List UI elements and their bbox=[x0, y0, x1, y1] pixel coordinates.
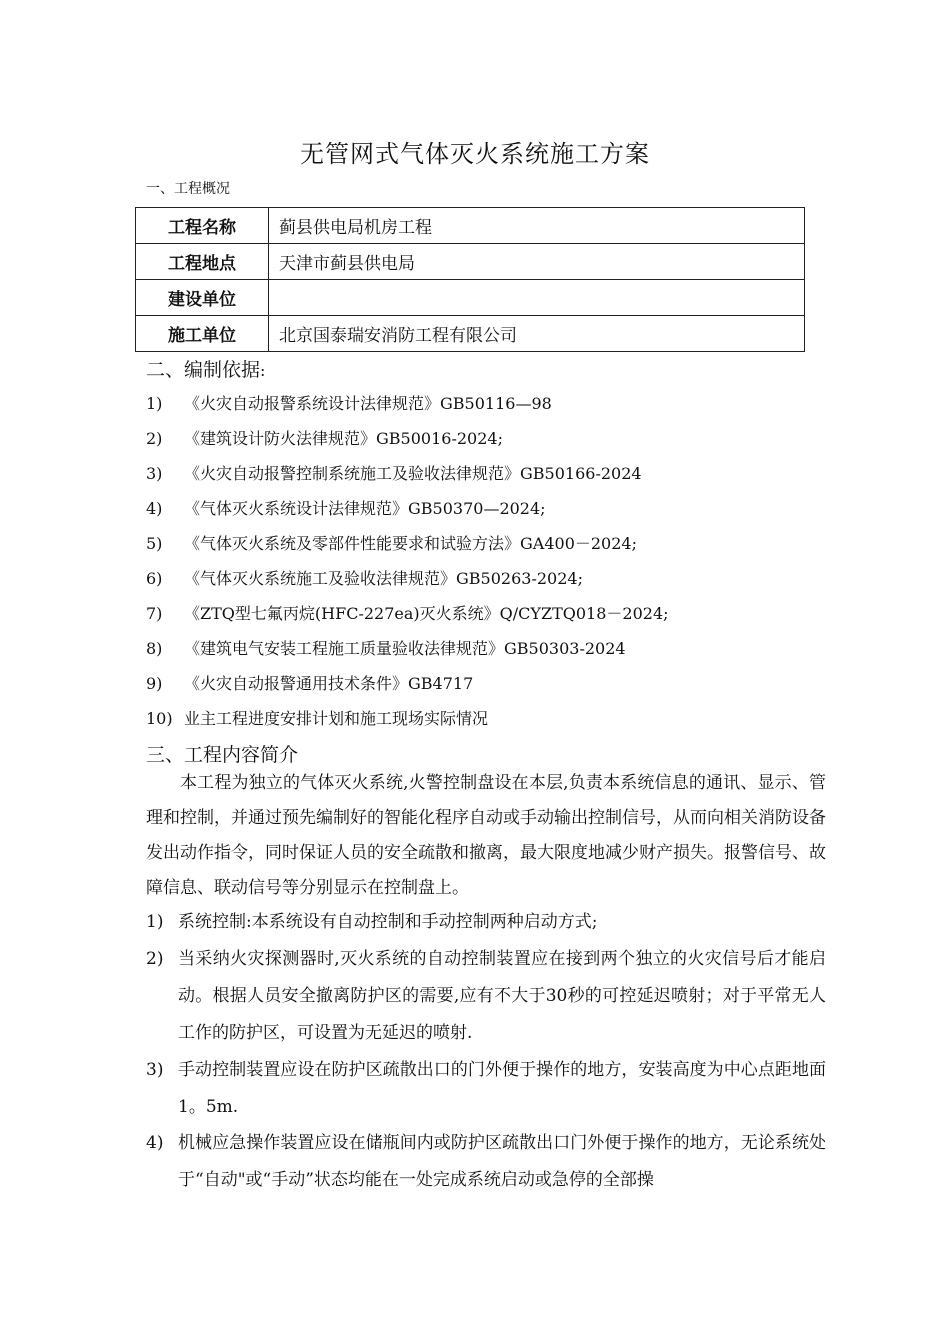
list-item-number: 8) bbox=[146, 639, 163, 658]
list-item bbox=[146, 497, 836, 532]
list-item-number: 1) bbox=[146, 912, 164, 932]
list-item-number: 2) bbox=[146, 949, 164, 969]
list-item bbox=[146, 532, 836, 567]
list-item-text: 《气体灭火系统施工及验收法律规范》GB50263-2024; bbox=[184, 569, 583, 588]
list-item-number: 7) bbox=[146, 604, 163, 623]
list-item bbox=[146, 392, 836, 427]
list-item-text: 《火灾自动报警通用技术条件》GB4717 bbox=[184, 674, 474, 693]
table-label: 施工单位 bbox=[136, 316, 269, 352]
list-item-text: 当采纳火灾探测器时,灭火系统的自动控制装置应在接到两个独立的火灾信号后才能启动。根据人员安全撤离防护区的需要,应有不大于30秒的可控延迟喷射；对于平常无人工作的防护区，可设置为无延迟的喷射. bbox=[178, 949, 826, 1043]
list-item-number: 10) bbox=[146, 709, 173, 728]
table-label: 建设单位 bbox=[136, 280, 269, 316]
reference-list bbox=[146, 392, 836, 742]
section-heading-basis bbox=[146, 355, 265, 382]
section-heading-colon: : bbox=[260, 361, 266, 380]
section-heading-text: 二、编制依据 bbox=[146, 359, 261, 381]
list-item bbox=[146, 1052, 826, 1126]
table-label: 工程地点 bbox=[136, 244, 269, 280]
list-item-number: 1) bbox=[146, 394, 163, 413]
list-item-text: 手动控制装置应设在防护区疏散出口的门外便于操作的地方，安装高度为中心点距地面1。5m. bbox=[178, 1060, 826, 1117]
list-item bbox=[146, 602, 836, 637]
list-item-number: 4) bbox=[146, 1133, 164, 1153]
list-item bbox=[146, 672, 836, 707]
list-item bbox=[146, 1125, 826, 1199]
list-item bbox=[146, 707, 836, 742]
table-value: 蓟县供电局机房工程 bbox=[269, 208, 805, 244]
list-item bbox=[146, 427, 836, 462]
list-item bbox=[146, 462, 836, 497]
list-item-text: 《火灾自动报警控制系统施工及验收法律规范》GB50166-2024 bbox=[184, 464, 642, 483]
list-item-number: 3) bbox=[146, 1060, 164, 1080]
list-item-number: 2) bbox=[146, 429, 163, 448]
table-row bbox=[136, 208, 805, 244]
table-value bbox=[269, 280, 805, 316]
list-item-number: 3) bbox=[146, 464, 163, 483]
list-item-text: 《建筑电气安装工程施工质量验收法律规范》GB50303-2024 bbox=[184, 639, 626, 658]
intro-paragraph: 本工程为独立的气体灭火系统,火警控制盘设在本层,负责本系统信息的通讯、显示、管理和控制，并通过预先编制好的智能化程序自动或手动输出控制信号，从而向相关消防设备发出动作指令，同时保证人员的安全疏散和撤离，最大限度地减少财产损失。报警信号、故障信息、联动信号等分别显示在控制盘上。 bbox=[146, 773, 826, 898]
section-heading-content: 三、工程内容简介 bbox=[146, 744, 299, 766]
list-item-number: 4) bbox=[146, 499, 163, 518]
table-row bbox=[136, 316, 805, 352]
list-item-text: 《火灾自动报警系统设计法律规范》GB50116—98 bbox=[184, 394, 552, 413]
list-item bbox=[146, 904, 826, 941]
list-item-text: 《气体灭火系统及零部件性能要求和试验方法》GA400－2024; bbox=[184, 534, 637, 553]
list-item-number: 5) bbox=[146, 534, 163, 553]
list-item-text: 系统控制:本系统设有自动控制和手动控制两种启动方式; bbox=[178, 912, 598, 932]
list-item-number: 9) bbox=[146, 674, 163, 693]
document-title: 无管网式气体灭火系统施工方案 bbox=[300, 140, 650, 168]
project-info-table bbox=[135, 207, 805, 352]
table-row bbox=[136, 244, 805, 280]
table-row bbox=[136, 280, 805, 316]
list-item-text: 机械应急操作装置应设在储瓶间内或防护区疏散出口门外便于操作的地方，无论系统处于“自动"或“手动”状态均能在一处完成系统启动或急停的全部操 bbox=[178, 1133, 826, 1190]
list-item bbox=[146, 941, 826, 1052]
list-item bbox=[146, 567, 836, 602]
list-item-text: 《ZTQ型七氟丙烷(HFC-227ea)灭火系统》Q/CYZTQ018－2024; bbox=[184, 604, 669, 623]
list-item-text: 业主工程进度安排计划和施工现场实际情况 bbox=[184, 709, 489, 728]
list-item-text: 《气体灭火系统设计法律规范》GB50370—2024; bbox=[184, 499, 546, 518]
table-value: 天津市蓟县供电局 bbox=[269, 244, 805, 280]
table-label: 工程名称 bbox=[136, 208, 269, 244]
table-value: 北京国泰瑞安消防工程有限公司 bbox=[269, 316, 805, 352]
section-heading-overview: 一、工程概况 bbox=[146, 181, 230, 197]
list-item-number: 6) bbox=[146, 569, 163, 588]
list-item bbox=[146, 637, 836, 672]
list-item-text: 《建筑设计防火法律规范》GB50016-2024; bbox=[184, 429, 503, 448]
